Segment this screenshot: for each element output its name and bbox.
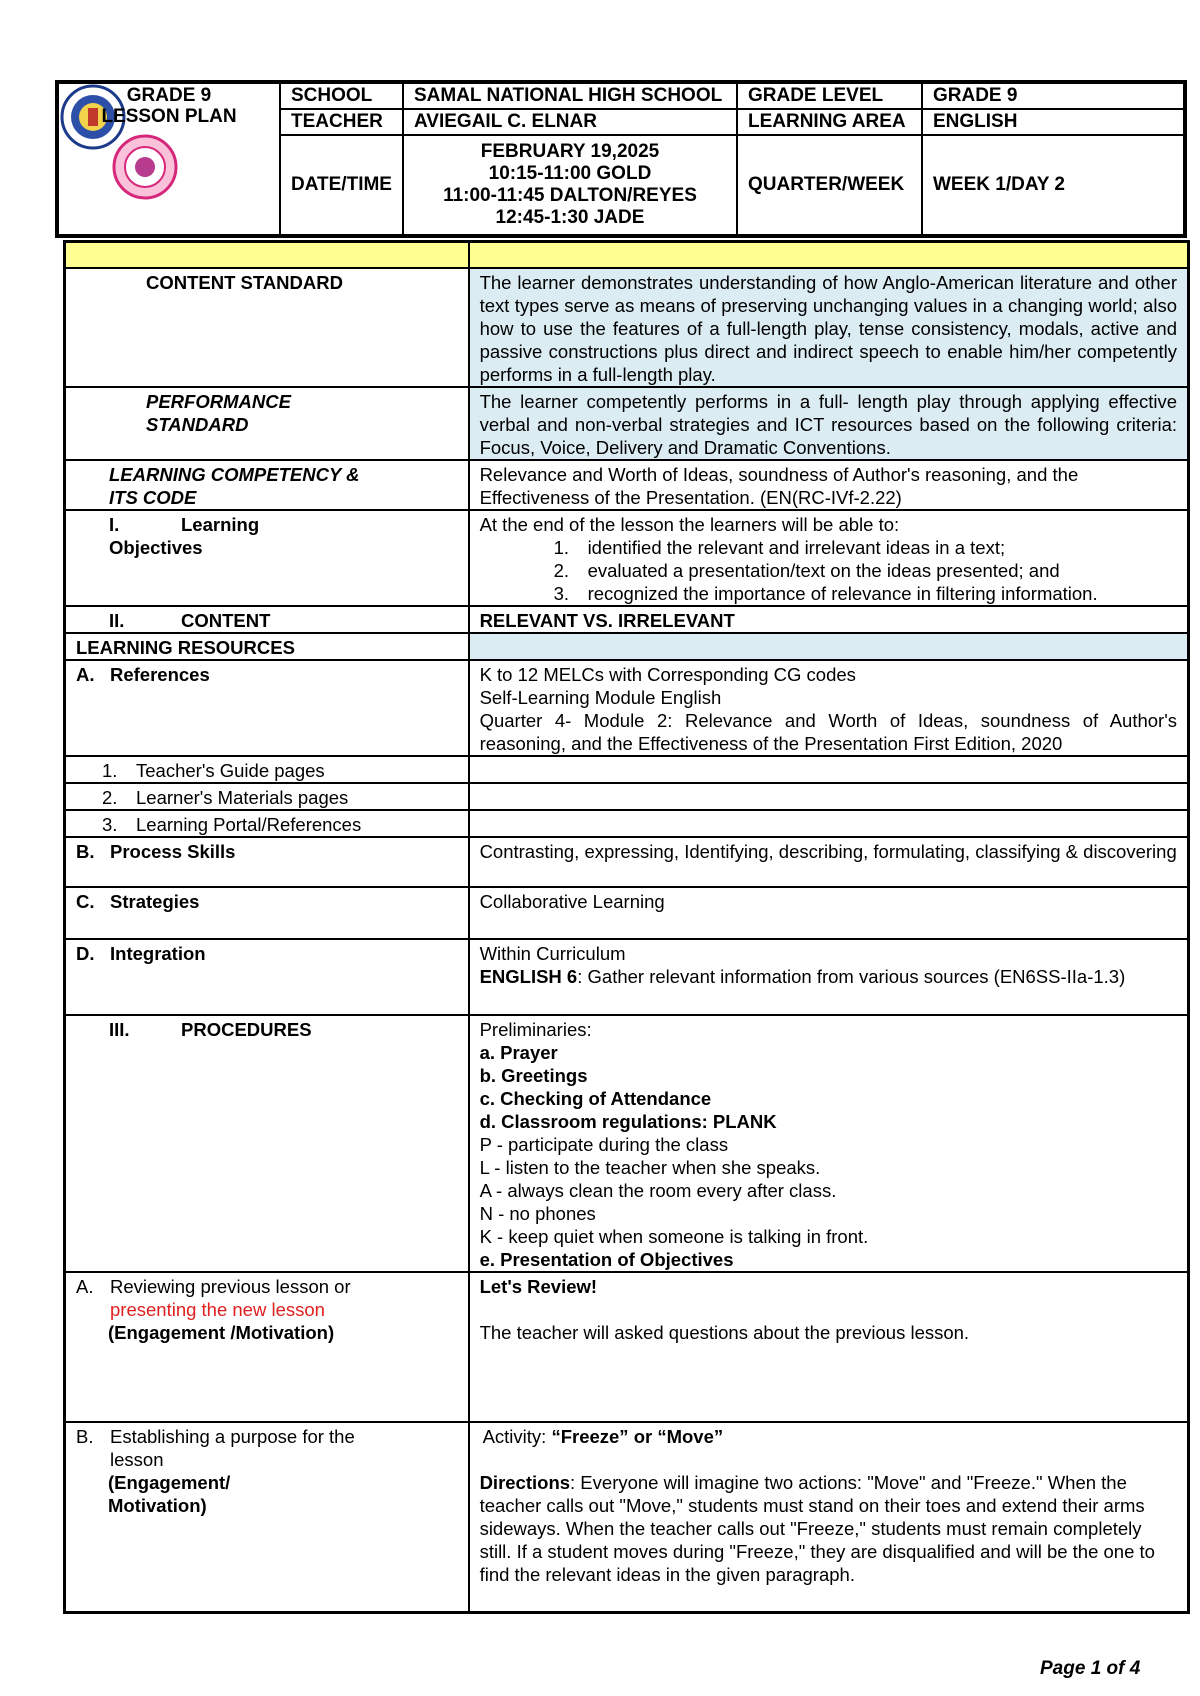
review-cell [469, 1272, 1189, 1422]
yellow-band-row [65, 242, 1189, 269]
grade-level-value: GRADE 9 [922, 83, 1184, 109]
purpose-row [65, 1422, 1189, 1612]
directions-text: Directions: Everyone will imagine two actions: "Move" and "Freeze." When the teacher calls out "Move," students must stand on their toes and extend their arms sideways. When the teacher calls out "Freeze," students must remain completely still. If a student moves during "Freeze," they are disqualified and will be the one to find the relevant ideas in the given paragraph. [479, 1472, 1155, 1585]
competency-label [65, 460, 469, 510]
plank-n: N - no phones [479, 1203, 596, 1224]
time-gold: 10:15-11:00 GOLD [488, 163, 652, 184]
learning-area-value: ENGLISH [922, 109, 1184, 135]
time-jade: 12:45-1:30 JADE [495, 207, 645, 228]
page-number: Page 1 of 4 [1040, 1658, 1141, 1679]
content-label: II. CONTENT [65, 606, 469, 633]
performance-label-line1: PERFORMANCE [146, 391, 291, 412]
objectives-intro: At the end of the lesson the learners will be able to: [479, 514, 900, 535]
plank-k: K - keep quiet when someone is talking in front. [479, 1226, 869, 1247]
process-skills-row [65, 837, 1189, 887]
objective-item: 3. recognized the importance of relevance in filtering information. [553, 583, 1098, 604]
integration-row [65, 939, 1189, 1015]
time-dalton-reyes: 11:00-11:45 DALTON/REYES [443, 185, 697, 206]
references-cell [469, 660, 1189, 756]
plank-p: P - participate during the class [479, 1134, 729, 1155]
grade-level-label: GRADE LEVEL [737, 83, 922, 109]
competency-text: Relevance and Worth of Ideas, soundness of Author's reasoning, and the Effectiveness of the Presentation. (EN(RC-IVf-2.22) [469, 460, 1189, 510]
regulations-item: d. Classroom regulations: PLANK [479, 1111, 777, 1132]
procedures-cell [469, 1015, 1189, 1272]
resources-row [65, 633, 1189, 660]
integration-line2: ENGLISH 6: Gather relevant information from various sources (EN6SS-IIa-1.3) [479, 966, 1126, 987]
objectives-label-line1: Learning [181, 514, 260, 535]
activity-title: “Freeze” or “Move” [551, 1426, 724, 1447]
objective-item: 2. evaluated a presentation/text on the ideas presented; and [553, 560, 1060, 581]
objectives-presentation-item: e. Presentation of Objectives [479, 1249, 734, 1270]
datetime-value [403, 135, 737, 235]
references-line2: Self-Learning Module English [479, 687, 722, 708]
lesson-plan-subtitle: LESSON PLAN [101, 106, 237, 127]
lesson-plan-title-cell [58, 83, 280, 235]
procedures-row [65, 1015, 1189, 1272]
plank-l: L - listen to the teacher when she speaks. [479, 1157, 821, 1178]
integration-line1: Within Curriculum [479, 943, 626, 964]
greetings-item: b. Greetings [479, 1065, 588, 1086]
lesson-plan-table [63, 240, 1190, 1614]
content-roman: II. [109, 610, 125, 631]
school-value: SAMAL NATIONAL HIGH SCHOOL [403, 83, 737, 109]
plank-a: A - always clean the room every after class. [479, 1180, 837, 1201]
integration-cell [469, 939, 1189, 1015]
lm-label: 2. Learner's Materials pages [65, 783, 469, 810]
content-standard-label: CONTENT STANDARD [65, 268, 469, 387]
process-skills-label: B. Process Skills [65, 837, 469, 887]
objectives-label [65, 510, 469, 606]
strategies-label: C. Strategies [65, 887, 469, 939]
activity-line: Activity: “Freeze” or “Move” [482, 1426, 724, 1447]
objective-item: 1. identified the relevant and irrelevant ideas in a text; [553, 537, 1006, 558]
strategies-text: Collaborative Learning [469, 887, 1189, 939]
integration-label: D. Integration [65, 939, 469, 1015]
procedures-label: III. PROCEDURES [65, 1015, 469, 1272]
content-value: RELEVANT VS. IRRELEVANT [469, 606, 1189, 633]
lm-row [65, 783, 1189, 810]
purpose-cell [469, 1422, 1189, 1612]
strategies-row [65, 887, 1189, 939]
references-row [65, 660, 1189, 756]
quarter-week-label: QUARTER/WEEK [737, 135, 922, 235]
teacher-label: TEACHER [280, 109, 403, 135]
competency-row [65, 460, 1189, 510]
review-row [65, 1272, 1189, 1422]
lp-label: 3. Learning Portal/References [65, 810, 469, 837]
review-title: Let's Review! [479, 1276, 598, 1297]
lp-row [65, 810, 1189, 837]
header-table [57, 82, 1185, 236]
objectives-roman: I. [109, 514, 120, 535]
performance-standard-row [65, 387, 1189, 460]
references-line3: Quarter 4- Module 2: Relevance and Worth of Ideas, soundness of Author's reasoning, and the Effectiveness of the Presentation First Edition, 2020 [479, 710, 1177, 754]
process-skills-text: Contrasting, expressing, Identifying, describing, formulating, classifying & discovering [469, 837, 1189, 887]
teacher-value: AVIEGAIL C. ELNAR [403, 109, 737, 135]
references-label: A. References [65, 660, 469, 756]
date-value: FEBRUARY 19,2025 [480, 141, 660, 162]
review-label: A. Reviewing previous lesson or presenting the new lesson (Engagement /Motivation) [65, 1272, 469, 1422]
references-line1: K to 12 MELCs with Corresponding CG codes [479, 664, 856, 685]
competency-label-line2: ITS CODE [109, 487, 197, 508]
objectives-cell [469, 510, 1189, 606]
performance-label-line2: STANDARD [146, 414, 249, 435]
review-label-red: presenting the new lesson [110, 1299, 325, 1320]
preliminaries: Preliminaries: [479, 1019, 592, 1040]
content-standard-text: The learner demonstrates understanding of how Anglo-American literature and other text types serve as means of preserving unchanging values in a changing world; also how to use the features of a full-length play, tense consistency, modals, active and passive constructions plus direct and indirect speech to enable him/her competently performs in a full-length play. [469, 268, 1189, 387]
content-standard-row [65, 268, 1189, 387]
attendance-item: c. Checking of Attendance [479, 1088, 712, 1109]
datetime-label: DATE/TIME [280, 135, 403, 235]
review-label-engagement: (Engagement /Motivation) [108, 1322, 335, 1343]
prayer-item: a. Prayer [479, 1042, 558, 1063]
tg-row [65, 756, 1189, 783]
purpose-label: B. Establishing a purpose for the lesson (Engagement/ Motivation) [65, 1422, 469, 1612]
quarter-week-value: WEEK 1/DAY 2 [922, 135, 1184, 235]
objectives-list [480, 536, 1177, 605]
competency-label-line1: LEARNING COMPETENCY & [109, 464, 360, 485]
content-row [65, 606, 1189, 633]
objectives-label-line2: Objectives [109, 537, 203, 558]
learning-area-label: LEARNING AREA [737, 109, 922, 135]
tg-label: 1. Teacher's Guide pages [65, 756, 469, 783]
lesson-plan-title: GRADE 9 [126, 85, 212, 106]
school-label: SCHOOL [280, 83, 403, 109]
resources-label: LEARNING RESOURCES [65, 633, 469, 660]
objectives-row [65, 510, 1189, 606]
review-text: The teacher will asked questions about the previous lesson. [479, 1322, 970, 1343]
performance-standard-text: The learner competently performs in a full- length play through applying effective verbal and non-verbal strategies and ICT resources based on the following criteria: Focus, Voice, Delivery and Dramatic Conventions. [469, 387, 1189, 460]
performance-standard-label [65, 387, 469, 460]
